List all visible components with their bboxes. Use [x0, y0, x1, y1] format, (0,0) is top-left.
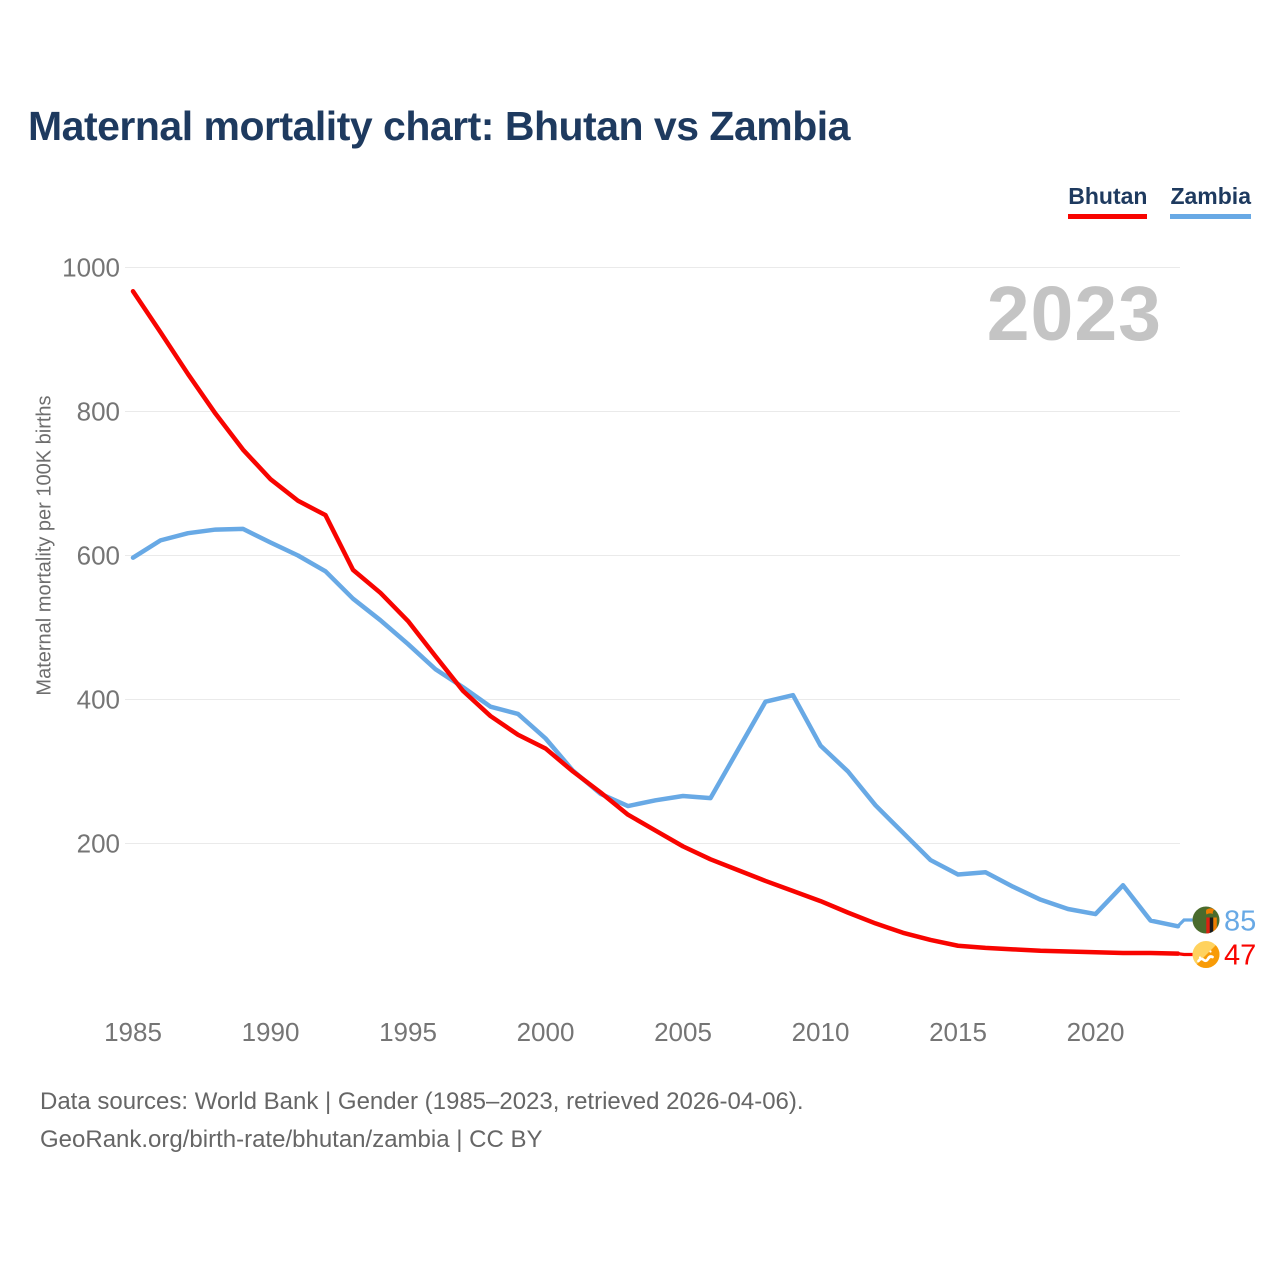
zambia-line[interactable] — [133, 529, 1178, 926]
y-axis-title: Maternal mortality per 100K births — [33, 395, 56, 696]
legend-item-bhutan[interactable]: Bhutan — [1068, 183, 1147, 219]
x-tick-label: 2010 — [791, 1017, 850, 1047]
gridlines — [125, 268, 1180, 844]
x-tick-label: 2015 — [929, 1017, 987, 1047]
page-title: Maternal mortality chart: Bhutan vs Zambia — [28, 103, 850, 149]
bhutan-flag-icon — [1192, 941, 1221, 970]
bhutan-line-connector — [1178, 954, 1193, 955]
legend-item-zambia[interactable]: Zambia — [1170, 183, 1251, 219]
x-axis-labels — [104, 1017, 1124, 1047]
footer — [40, 1083, 804, 1159]
x-tick-label: 2005 — [654, 1017, 712, 1047]
x-tick-label: 2000 — [516, 1017, 575, 1047]
y-tick-label: 600 — [76, 540, 120, 571]
bhutan-end-value: 47 — [1224, 939, 1257, 972]
zambia-end-value: 85 — [1224, 905, 1257, 938]
footer-line-2: GeoRank.org/birth-rate/bhutan/zambia | CC BY — [40, 1126, 543, 1153]
watermark-year: 2023 — [986, 271, 1162, 357]
zambia-flag-icon — [1192, 906, 1221, 935]
x-tick-label: 2020 — [1066, 1017, 1125, 1047]
y-tick-label: 400 — [76, 684, 120, 715]
bhutan-line[interactable] — [133, 291, 1178, 953]
x-tick-label: 1985 — [104, 1017, 162, 1047]
y-tick-label: 200 — [76, 828, 120, 859]
footer-line-1: Data sources: World Bank | Gender (1985–2023, retrieved 2026-04-06). — [40, 1088, 804, 1115]
x-tick-label: 1995 — [379, 1017, 437, 1047]
zambia-line-connector — [1178, 920, 1193, 926]
y-tick-label: 800 — [76, 396, 120, 427]
y-tick-label: 1000 — [62, 252, 120, 283]
y-axis-labels — [62, 253, 120, 859]
x-tick-label: 1990 — [241, 1017, 300, 1047]
series-lines — [133, 291, 1178, 953]
